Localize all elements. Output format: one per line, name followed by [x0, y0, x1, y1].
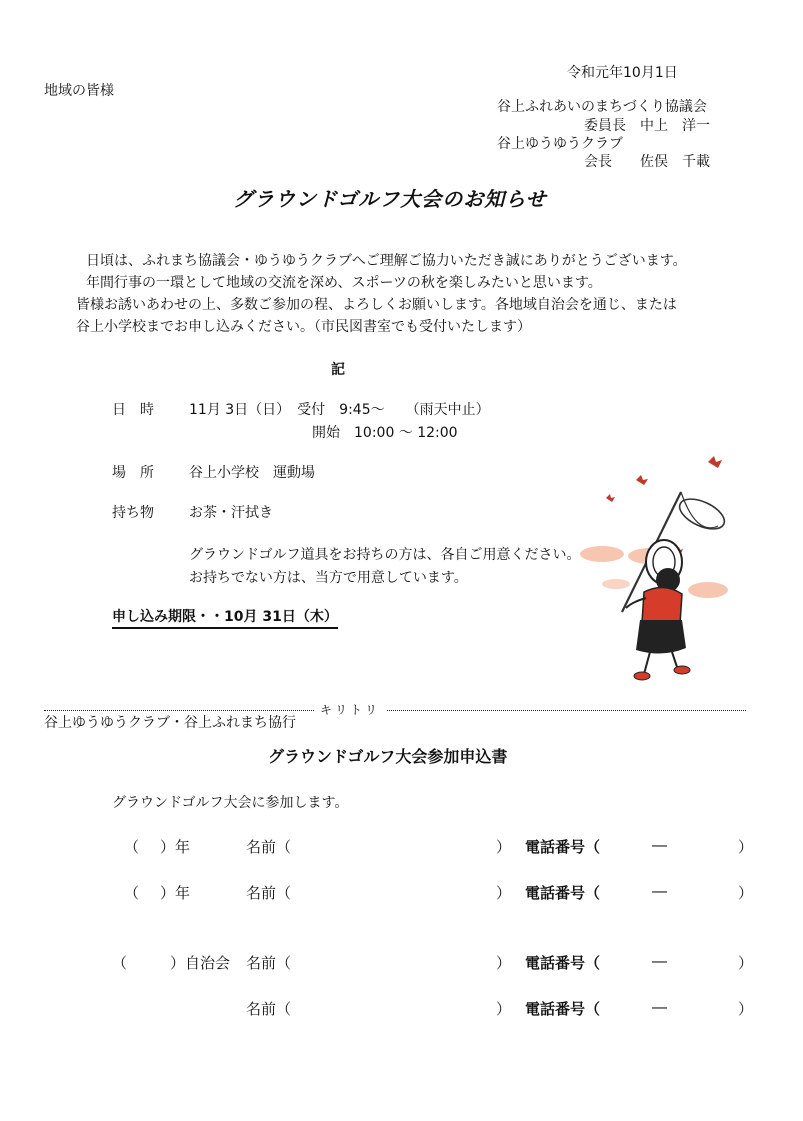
recipient: 地域の皆様	[44, 83, 114, 99]
name-close-paren: ）	[496, 954, 512, 972]
equipment-note-1: グラウンドゴルフ道具をお持ちの方は、各自ご用意ください。	[189, 547, 581, 563]
body-line-4: 谷上小学校までお申し込みください。（市民図書室でも受付いたします）	[76, 319, 531, 335]
cut-line	[44, 710, 746, 711]
phone-label: 電話番号（	[525, 1000, 601, 1018]
body-line-1: 日頃は、ふれまち協議会・ゆうゆうクラブへご理解ご協力いただき誠にありがとうございます。	[86, 253, 687, 269]
items-value: お茶・汗拭き	[189, 505, 273, 521]
grade-open-paren: （	[124, 884, 140, 902]
place-label: 場 所	[112, 465, 154, 481]
organizer-name-2: 谷上ゆうゆうクラブ	[497, 136, 623, 152]
name-close-paren: ）	[496, 838, 512, 856]
issue-date: 令和元年10月1日	[567, 65, 678, 81]
jichikai-suffix: ）自治会	[170, 954, 231, 972]
organizer-name-1: 谷上ふれあいのまちづくり協議会	[497, 99, 707, 115]
organizer-footer: 谷上ゆうゆうクラブ・谷上ふれまち協行	[44, 715, 296, 731]
datetime-label: 日 時	[112, 402, 154, 418]
phone-dash: ―	[652, 882, 667, 900]
grade-suffix: ）年	[160, 884, 191, 902]
form-intro: グラウンドゴルフ大会に参加します。	[112, 795, 349, 811]
phone-close-paren: ）	[738, 954, 754, 972]
jichikai-open-paren: （	[112, 954, 128, 972]
phone-label: 電話番号（	[525, 884, 601, 902]
cut-label: キリトリ	[314, 701, 386, 718]
phone-dash: ―	[652, 998, 667, 1016]
name-close-paren: ）	[496, 884, 512, 902]
grade-open-paren: （	[124, 838, 140, 856]
girl-with-butterfly-net-illustration	[578, 452, 734, 686]
grade-suffix: ）年	[160, 838, 191, 856]
name-label: 名前（	[246, 838, 292, 856]
organizer-person-1: 委員長 中上 洋一	[584, 118, 710, 134]
notice-title: グラウンドゴルフ大会のお知らせ	[233, 187, 547, 211]
name-close-paren: ）	[496, 1000, 512, 1018]
phone-dash: ―	[652, 952, 667, 970]
form-title: グラウンドゴルフ大会参加申込書	[268, 747, 508, 766]
ki-heading: 記	[331, 362, 345, 378]
body-line-3: 皆様お誘いあわせの上、多数ご参加の程、よろしくお願いします。各地域自治会を通じ、または	[76, 297, 677, 313]
phone-close-paren: ）	[738, 1000, 754, 1018]
phone-label: 電話番号（	[525, 954, 601, 972]
organizer-person-2: 会長 佐俣 千載	[584, 154, 710, 170]
place-value: 谷上小学校 運動場	[189, 465, 315, 481]
datetime-line-1: 11月 3日（日） 受付 9:45～ （雨天中止）	[189, 402, 490, 418]
name-label: 名前（	[246, 884, 292, 902]
deadline: 申し込み期限・・10月 31日（木）	[112, 606, 338, 629]
body-line-2: 年間行事の一環として地域の交流を深め、スポーツの秋を楽しみたいと思います。	[86, 275, 602, 291]
phone-close-paren: ）	[738, 838, 754, 856]
phone-label: 電話番号（	[525, 838, 601, 856]
name-label: 名前（	[246, 1000, 292, 1018]
datetime-line-2: 開始 10:00 ～ 12:00	[312, 425, 458, 441]
phone-dash: ―	[652, 836, 667, 854]
equipment-note-2: お持ちでない方は、当方で用意しています。	[189, 570, 468, 586]
items-label: 持ち物	[112, 505, 154, 521]
name-label: 名前（	[246, 954, 292, 972]
phone-close-paren: ）	[738, 884, 754, 902]
